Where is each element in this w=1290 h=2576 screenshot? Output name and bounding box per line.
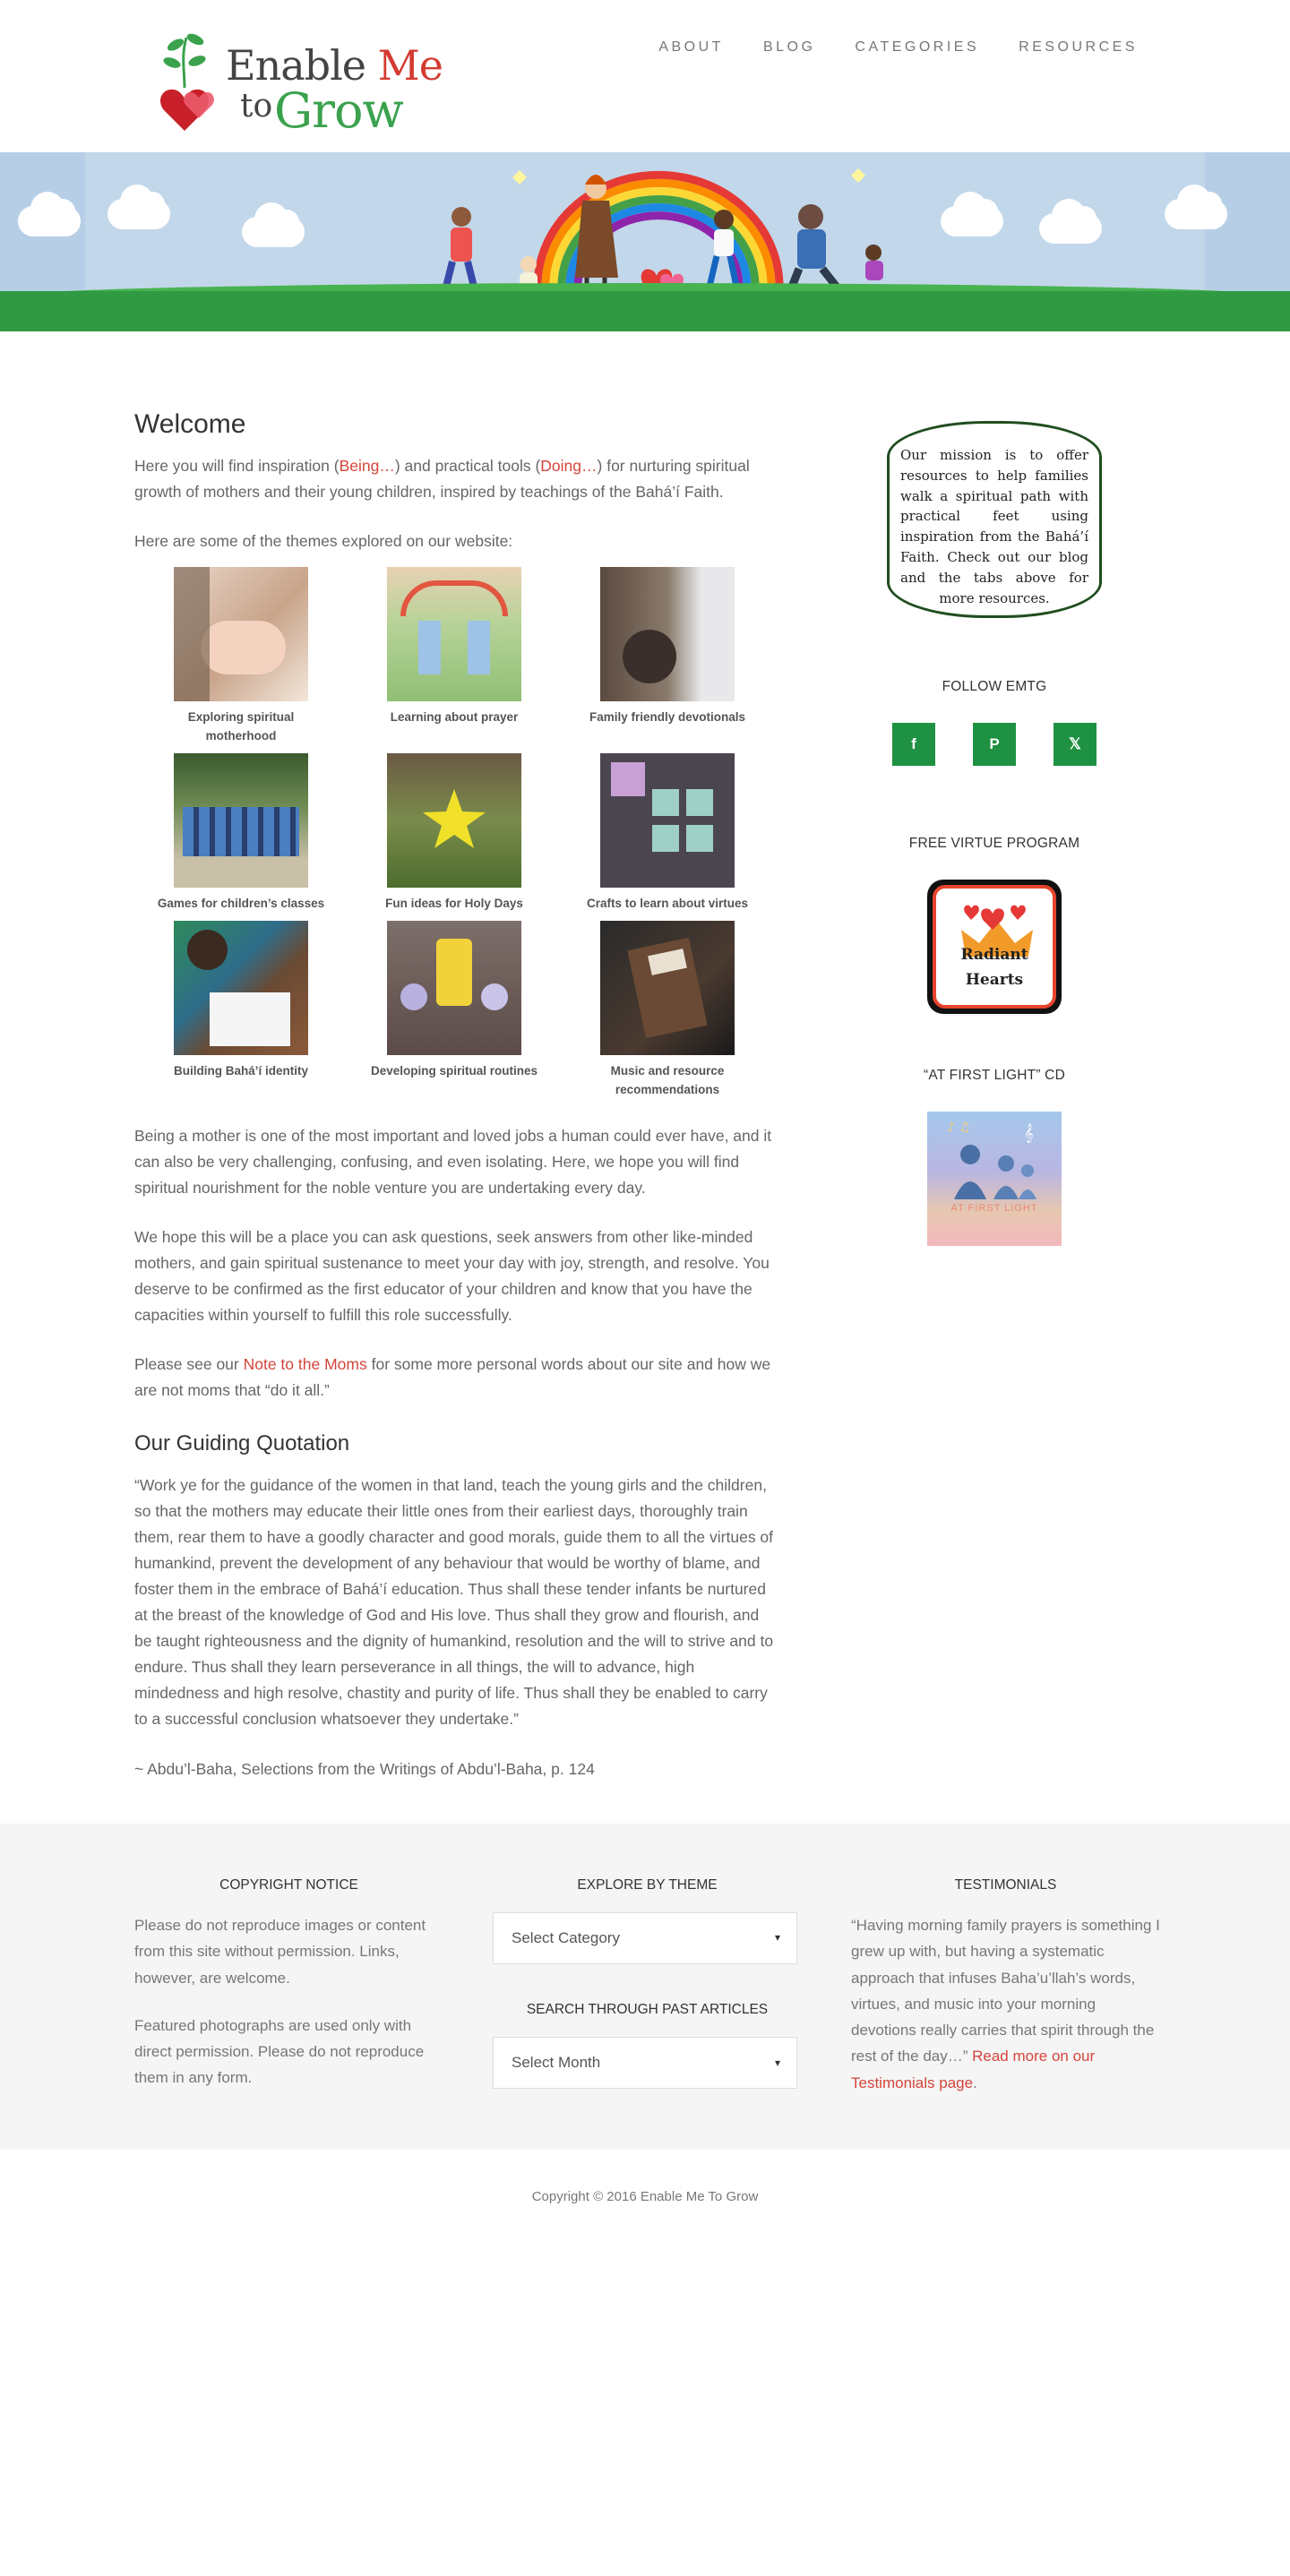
month-select[interactable]: Select Month ▾: [493, 2037, 797, 2089]
testimonials-widget: [851, 1874, 1160, 2117]
svg-text:𝄞: 𝄞: [1024, 1124, 1034, 1144]
theme-prayer[interactable]: [348, 567, 561, 746]
chevron-down-icon: ▾: [774, 1931, 780, 1945]
cd-cover-text: AT FIRST LIGHT: [950, 1203, 1038, 1215]
body-paragraph-3: Please see our Note to the Moms for some more personal words about our site and how we are not moms that “do it all.”: [134, 1355, 771, 1400]
theme-caption: Games for children’s classes: [157, 896, 325, 910]
intro-paragraph: Here you will find inspiration (Being…) and practical tools (Doing…) for nurturing spiritual growth of mothers and their young children, inspired by teachings of the Bahá’í Faith.: [134, 457, 750, 502]
star-on-tree-photo: [387, 753, 521, 888]
child-drawing-photo: [387, 567, 521, 701]
explore-widget: [493, 1874, 802, 2089]
newborn-photo: [174, 567, 308, 701]
theme-devotionals[interactable]: [561, 567, 774, 746]
guitar-book-photo: [600, 921, 735, 1055]
radiant-hearts-label: Radiant Hearts: [960, 946, 1028, 989]
radiant-hearts-badge[interactable]: [927, 880, 1062, 1014]
theme-caption: Learning about prayer: [390, 710, 519, 725]
logo-enable: Enable: [226, 41, 366, 90]
body-paragraph-1: Being a mother is one of the most important and loved jobs a human could ever have, and it can also be very challenging, confusing, and even isolating. Here, we hope you will find spiritual nourishment for the noble venture you are undertaking every day.: [134, 1126, 772, 1197]
site-copyright: Copyright © 2016 Enable Me To Grow: [531, 2189, 759, 2204]
nav-about[interactable]: ABOUT: [658, 39, 724, 55]
heart-sprout-icon: [154, 25, 235, 134]
devotional-gathering-photo: [600, 567, 735, 701]
theme-holy-days[interactable]: [348, 753, 561, 914]
family-silhouette-icon: [927, 1112, 1062, 1246]
sidebar: [860, 421, 1129, 1246]
being-link[interactable]: Being…: [339, 457, 395, 475]
theme-caption: Music and resource recommendations: [610, 1063, 725, 1096]
pinterest-icon[interactable]: P: [973, 723, 1016, 766]
facebook-icon[interactable]: f: [892, 723, 935, 766]
banner-ground: [0, 291, 1290, 331]
note-to-moms-link[interactable]: Note to the Moms: [243, 1355, 367, 1374]
main-content: [134, 408, 779, 1806]
site-logo[interactable]: [154, 25, 443, 139]
themes-intro: Here are some of the themes explored on our website:: [134, 532, 513, 551]
theme-spiritual-motherhood[interactable]: [134, 567, 348, 746]
virtue-program-title: FREE VIRTUE PROGRAM: [908, 836, 1080, 852]
theme-caption: Family friendly devotionals: [589, 710, 746, 725]
page-title: Welcome: [134, 409, 246, 439]
explore-title: EXPLORE BY THEME: [577, 1877, 718, 1893]
testimonial-text: “Having morning family prayers is something I grew up with, but having a systematic approach that infuses Baha’u’llah’s words, virtues, and music into your morning devotions really carries that spirit through the rest of the day…” Read more on our Testimonials page.: [851, 1917, 1160, 2091]
theme-caption: Crafts to learn about virtues: [586, 896, 749, 910]
copyright-text-1: Please do not reproduce images or content from this site without permission. Links, however, are welcome.: [134, 1917, 426, 1987]
theme-crafts[interactable]: [561, 753, 774, 914]
search-articles-title: SEARCH THROUGH PAST ARTICLES: [526, 2002, 769, 2018]
guiding-quotation: “Work ye for the guidance of the women in that land, teach the young girls and the children, so that the mothers may educate their little ones from their earliest days, thoroughly train them, rear them to have a goodly character and good morals, guide them to all the virtues of humankind, prevent the development of any behaviour that would be worthy of blame, and foster them in the embrace of Bahá’í education. Thus shall these tender infants be nurtured at the breast of the knowledge of God and His love. Thus shall they grow and flourish, and be taught righteousness and the dignity of humankind, resolution and the will to strive and to endure. Thus shall they learn perseverance in all things, the will to advance, high mindedness and high resolve, chastity and purity of life. Thus shall they be enabled to carry to a successful conclusion whatsoever they undertake.”: [134, 1476, 774, 1729]
theme-caption: Building Bahá’í identity: [173, 1063, 308, 1078]
nav-resources[interactable]: RESOURCES: [1019, 39, 1138, 55]
follow-title: FOLLOW EMTG: [942, 679, 1047, 694]
body-paragraph-2: We hope this will be a place you can ask questions, seek answers from other like-minded mothers, and gain spiritual sustenance to meet your day with joy, strength, and resolve. You deserve to be confirmed as the first educator of your children and know that you have the capacities within yourself to fulfill this role successfully.: [134, 1227, 770, 1325]
logo-to: to: [240, 88, 273, 125]
themes-grid: [134, 567, 779, 1100]
nav-categories[interactable]: CATEGORIES: [855, 39, 980, 55]
testimonials-title: TESTIMONIALS: [954, 1877, 1057, 1893]
theme-routines[interactable]: [348, 921, 561, 1100]
svg-text:♪ ♫: ♪ ♫: [947, 1121, 970, 1136]
children-circle-photo: [174, 753, 308, 888]
theme-caption: Fun ideas for Holy Days: [385, 896, 523, 910]
theme-music[interactable]: [561, 921, 774, 1100]
candles-photo: [387, 921, 521, 1055]
cd-title: “AT FIRST LIGHT” CD: [924, 1068, 1065, 1084]
at-first-light-cd-cover[interactable]: [927, 1112, 1062, 1246]
star-icon: [387, 753, 521, 888]
theme-caption: Developing spiritual routines: [370, 1063, 538, 1078]
child-painting-photo: [174, 921, 308, 1055]
guiding-quotation-title: Our Guiding Quotation: [134, 1431, 350, 1456]
virtue-crafts-photo: [600, 753, 735, 888]
copyright-widget: [134, 1874, 443, 2113]
copyright-title: COPYRIGHT NOTICE: [219, 1877, 358, 1893]
theme-games[interactable]: [134, 753, 348, 914]
testimonials-link[interactable]: Read more on our Testimonials page: [851, 2048, 1096, 2091]
logo-me: Me: [377, 41, 443, 90]
chevron-down-icon: ▾: [774, 2056, 780, 2069]
hero-banner: [0, 152, 1290, 331]
site-header: [0, 0, 1290, 152]
nav-blog[interactable]: BLOG: [762, 39, 816, 55]
category-select[interactable]: Select Category ▾: [493, 1912, 797, 1964]
logo-grow: Grow: [274, 82, 403, 139]
main-nav: [658, 36, 1138, 59]
doing-link[interactable]: Doing…: [540, 457, 598, 475]
footer-widgets: [0, 1824, 1290, 2150]
x-icon[interactable]: 𝕏: [1054, 723, 1096, 766]
mission-statement: Our mission is to offer resources to help families walk a spiritual path with practical feet using inspiration from the Bahá’í Faith. Check out our blog and the tabs above for more resources.: [887, 421, 1102, 618]
copyright-text-2: Featured photographs are used only with direct permission. Please do not reproduce them in any form.: [134, 2016, 425, 2087]
theme-identity[interactable]: [134, 921, 348, 1100]
theme-caption: Exploring spiritual motherhood: [187, 710, 295, 743]
quotation-attribution: ~ Abdu’l-Baha, Selections from the Writings of Abdu’l-Baha, p. 124: [134, 1759, 595, 1778]
social-links: [860, 723, 1129, 766]
